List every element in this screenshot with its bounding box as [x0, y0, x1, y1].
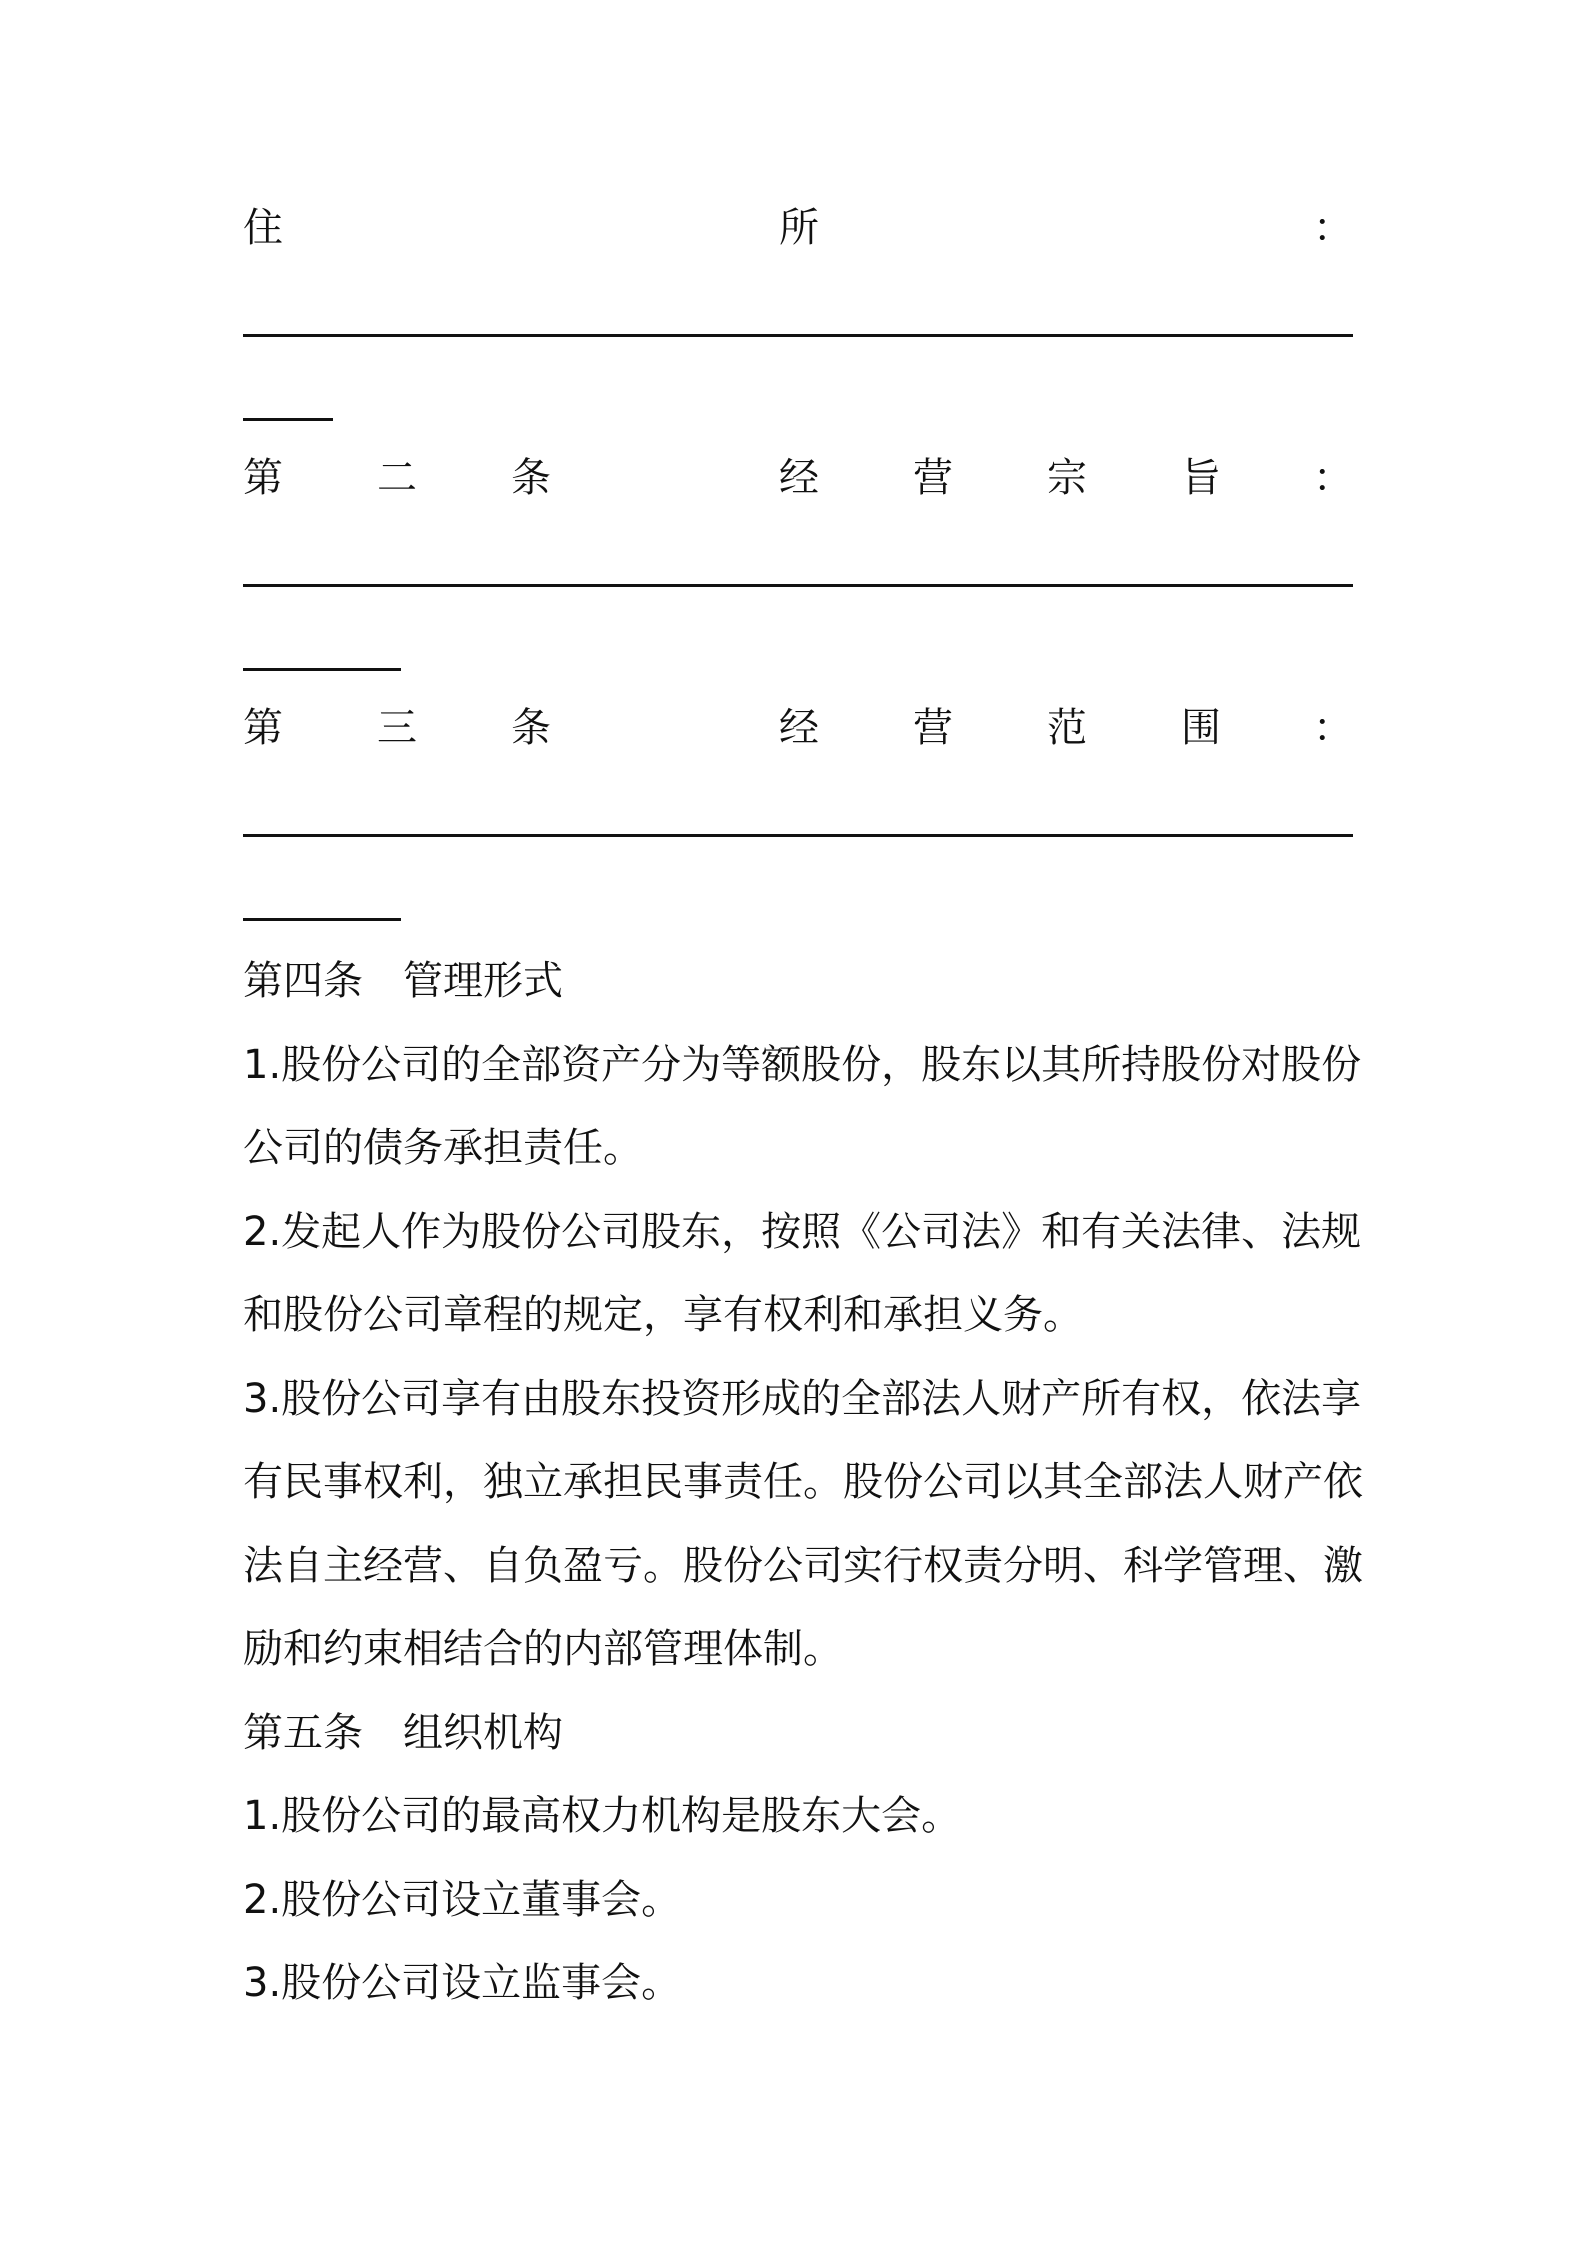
- article-3-char-1: 第: [243, 705, 283, 751]
- article-4-heading: 第四条 管理形式: [243, 958, 563, 1004]
- article-4-line-5: 3.股份公司享有由股东投资形成的全部法人财产所有权，依法享: [243, 1376, 1362, 1422]
- article-2-row: [243, 454, 1353, 502]
- article-5-line-1: 1.股份公司的最高权力机构是股东大会。: [243, 1793, 962, 1839]
- article-3-char-6: 范: [1047, 705, 1087, 751]
- article-3-char-2: 三: [377, 705, 417, 751]
- article-4-line-4: 和股份公司章程的规定，享有权利和承担义务。: [243, 1292, 1083, 1338]
- article-3-char-7: 围: [1181, 705, 1221, 751]
- article-4-line-1: 1.股份公司的全部资产分为等额股份，股东以其所持股份对股份: [243, 1042, 1362, 1088]
- article-3-char-4: 经: [779, 705, 819, 751]
- article-2-char-7: 旨: [1181, 455, 1221, 501]
- article-4-line-2: 公司的债务承担责任。: [243, 1125, 643, 1171]
- article-5-line-2: 2.股份公司设立董事会。: [243, 1877, 682, 1923]
- article-2-char-2: 二: [377, 455, 417, 501]
- article-2-colon: ：: [1313, 455, 1353, 501]
- address-blank-line: [243, 334, 1353, 337]
- article-3-char-3: 条: [511, 705, 551, 751]
- article-3-row: [243, 704, 1353, 752]
- address-label-row: [243, 204, 1353, 252]
- address-colon: ：: [1313, 205, 1353, 251]
- address-char-2: 所: [779, 205, 819, 251]
- article-2-blank-line-cont: [243, 668, 401, 671]
- address-blank-line-cont: [243, 418, 333, 421]
- article-2-char-5: 营: [913, 455, 953, 501]
- article-2-char-6: 宗: [1047, 455, 1087, 501]
- article-5-heading: 第五条 组织机构: [243, 1710, 563, 1756]
- article-3-colon: ：: [1313, 705, 1353, 751]
- article-2-blank-line: [243, 584, 1353, 587]
- article-3-char-5: 营: [913, 705, 953, 751]
- article-4-line-8: 励和约束相结合的内部管理体制。: [243, 1626, 843, 1672]
- article-2-char-1: 第: [243, 455, 283, 501]
- article-3-blank-line: [243, 834, 1353, 837]
- article-3-blank-line-cont: [243, 918, 401, 921]
- article-2-char-4: 经: [779, 455, 819, 501]
- article-4-line-6: 有民事权利，独立承担民事责任。股份公司以其全部法人财产依: [243, 1459, 1363, 1505]
- article-4-line-7: 法自主经营、自负盈亏。股份公司实行权责分明、科学管理、激: [243, 1543, 1363, 1589]
- address-char-1: 住: [243, 205, 283, 251]
- article-2-char-3: 条: [511, 455, 551, 501]
- article-5-line-3: 3.股份公司设立监事会。: [243, 1960, 682, 2006]
- article-4-line-3: 2.发起人作为股份公司股东，按照《公司法》和有关法律、法规: [243, 1209, 1362, 1255]
